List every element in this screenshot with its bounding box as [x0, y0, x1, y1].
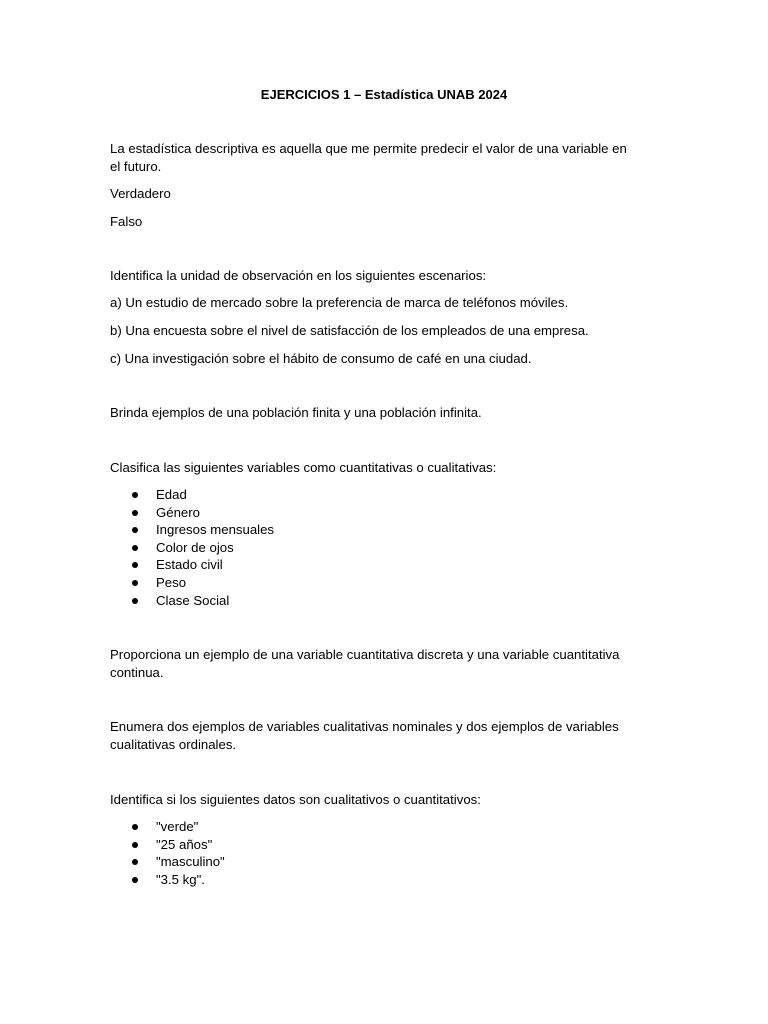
question-1-statement: La estadística descriptiva es aquella que me permite predecir el valor de una variable en el futuro.: [110, 141, 627, 174]
question-7-bullet-list: [110, 818, 610, 888]
list-item-label: Género: [156, 504, 200, 520]
bullet-icon: [132, 580, 138, 586]
list-item-label: Edad: [156, 487, 187, 502]
bullet-icon: [132, 510, 138, 516]
list-item: [110, 853, 610, 871]
list-item: [110, 556, 610, 574]
list-item: [110, 504, 610, 522]
question-5-statement: Proporciona un ejemplo de una variable cuantitativa discreta y una variable cuantitativa continua.: [110, 647, 620, 680]
page-title: EJERCICIOS 1 – Estadística UNAB 2024: [260, 87, 508, 102]
question-4-bullet-list: [110, 486, 610, 609]
list-item-label: "25 años": [156, 836, 213, 852]
bullet-icon: [132, 598, 138, 604]
list-item: [110, 574, 610, 592]
question-6-statement: Enumera dos ejemplos de variables cualitativas nominales y dos ejemplos de variables cualitativas ordinales.: [110, 719, 619, 752]
list-item: [110, 836, 610, 854]
question-2-statement: Identifica la unidad de observación en los siguientes escenarios:: [110, 268, 487, 283]
bullet-icon: [132, 562, 138, 568]
bullet-icon: [132, 859, 138, 865]
list-item-label: "masculino": [156, 854, 225, 870]
question-1-option-false: Falso: [110, 214, 143, 229]
question-2-item-c: c) Una investigación sobre el hábito de consumo de café en una ciudad.: [110, 351, 532, 366]
bullet-icon: [132, 824, 138, 830]
bullet-icon: [132, 545, 138, 551]
question-2-item-a: a) Un estudio de mercado sobre la preferencia de marca de teléfonos móviles.: [110, 295, 569, 310]
question-3-statement: Brinda ejemplos de una población finita y una población infinita.: [110, 405, 482, 420]
question-4-statement: Clasifica las siguientes variables como cuantitativas o cualitativas:: [110, 460, 497, 475]
list-item: [110, 486, 610, 504]
list-item-label: Ingresos mensuales: [156, 522, 275, 538]
list-item-label: Peso: [156, 574, 187, 590]
question-7-statement: Identifica si los siguientes datos son cualitativos o cuantitativos:: [110, 792, 481, 807]
list-item-label: "verde": [156, 819, 199, 834]
bullet-icon: [132, 842, 138, 848]
list-item: [110, 521, 610, 539]
list-item: [110, 539, 610, 557]
bullet-icon: [132, 877, 138, 883]
list-item-label: Estado civil: [156, 557, 223, 573]
list-item: [110, 871, 610, 889]
question-2-item-b: b) Una encuesta sobre el nivel de satisfacción de los empleados de una empresa.: [110, 323, 589, 338]
list-item-label: Clase Social: [156, 592, 230, 608]
list-item: [110, 818, 610, 836]
question-1-option-true: Verdadero: [110, 186, 171, 201]
bullet-icon: [132, 492, 138, 498]
list-item-label: Color de ojos: [156, 539, 234, 555]
list-item: [110, 592, 610, 610]
list-item-label: "3.5 kg".: [156, 871, 205, 887]
bullet-icon: [132, 527, 138, 533]
